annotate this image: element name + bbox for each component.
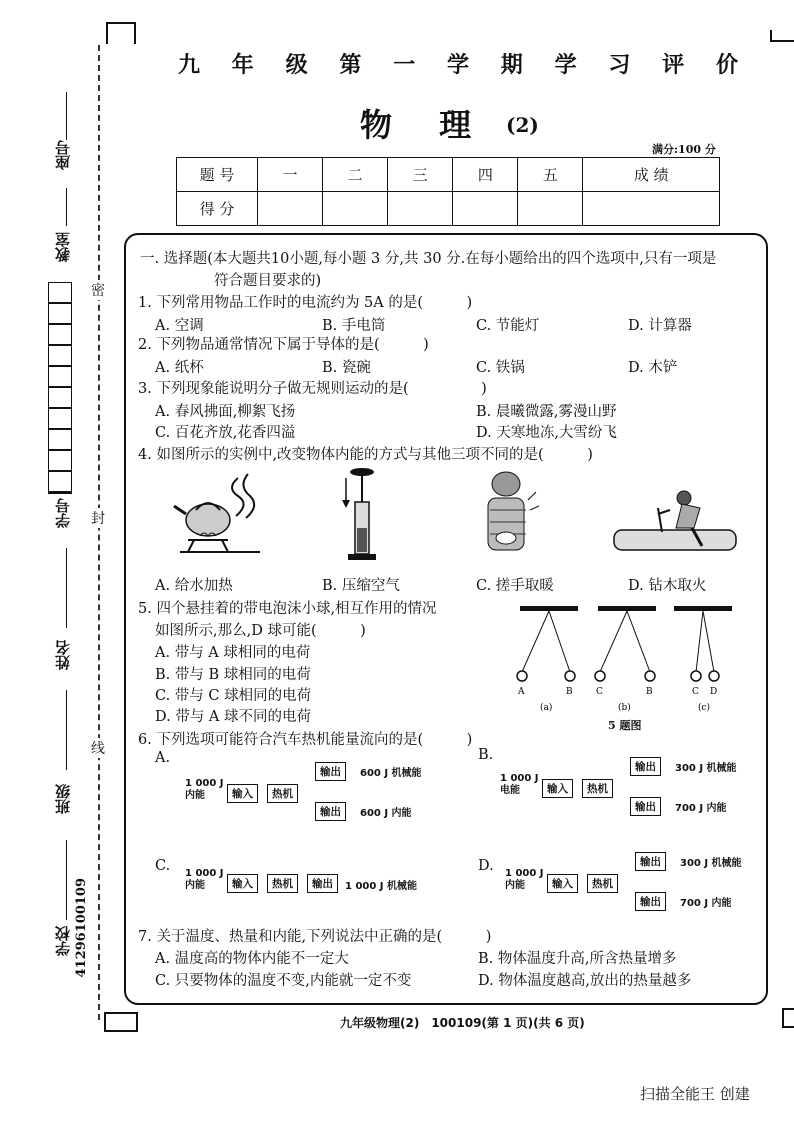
score-table bbox=[176, 157, 720, 226]
q5-figure-caption: 5 题图 bbox=[608, 719, 642, 732]
score-input-cell[interactable] bbox=[518, 192, 583, 226]
ball-label: C bbox=[692, 687, 699, 697]
score-row-label: 得 分 bbox=[177, 192, 258, 226]
title-char: 级 bbox=[285, 52, 308, 78]
corner-mark bbox=[782, 1008, 794, 1028]
q1-option-b[interactable]: B. 手电筒 bbox=[322, 318, 386, 334]
title-char: 一 bbox=[393, 52, 416, 78]
seat-line bbox=[66, 92, 67, 140]
corner-mark bbox=[770, 30, 794, 42]
room-label: 教室 bbox=[54, 232, 72, 262]
q4-option-a[interactable]: A. 给水加热 bbox=[155, 578, 233, 594]
flow-output-label: 600 J 内能 bbox=[360, 808, 412, 819]
flow-engine-box: 热机 bbox=[587, 874, 618, 893]
ball-label: D bbox=[710, 687, 718, 697]
room-line bbox=[66, 188, 67, 226]
q6-stem: 6. 下列选项可能符合汽车热机能量流向的是( ) bbox=[138, 732, 473, 748]
ball-label: A bbox=[518, 687, 525, 697]
flow-output-box: 输出 bbox=[315, 802, 346, 821]
flow-input-label: 1 000 J 内能 bbox=[185, 868, 224, 891]
flow-input-label: 1 000 J 内能 bbox=[505, 868, 544, 891]
flow-engine-box: 热机 bbox=[267, 874, 298, 893]
q4-option-c[interactable]: C. 搓手取暖 bbox=[476, 578, 554, 594]
q4-option-d[interactable]: D. 钻木取火 bbox=[628, 578, 707, 594]
q7-option-b[interactable]: B. 物体温度升高,所含热量增多 bbox=[478, 951, 677, 967]
score-header-cell: 题 号 bbox=[177, 158, 258, 192]
page-footer: 九年级物理(2) 100109(第 1 页)(共 6 页) bbox=[340, 1016, 585, 1030]
q2-option-b[interactable]: B. 瓷碗 bbox=[322, 360, 371, 376]
score-header-cell: 一 bbox=[258, 158, 323, 192]
flow-output-label: 300 J 机械能 bbox=[680, 858, 742, 869]
q6-label-a[interactable]: A. bbox=[155, 750, 171, 766]
flow-output-box: 输出 bbox=[630, 757, 661, 776]
title-char: 评 bbox=[662, 52, 685, 78]
corner-mark bbox=[104, 1012, 138, 1032]
q4-stem: 4. 如图所示的实例中,改变物体内能的方式与其他三项不同的是( ) bbox=[138, 447, 593, 463]
flow-diagram-b bbox=[500, 755, 750, 825]
ball-label: B bbox=[646, 687, 653, 697]
q3-option-c[interactable]: C. 百花齐放,花香四溢 bbox=[155, 425, 296, 441]
q5-option-c[interactable]: C. 带与 C 球相同的电荷 bbox=[155, 688, 312, 704]
flow-output-box: 输出 bbox=[635, 852, 666, 871]
q1-option-a[interactable]: A. 空调 bbox=[155, 318, 204, 334]
title-char: 学 bbox=[554, 52, 577, 78]
flow-output-box: 输出 bbox=[635, 892, 666, 911]
flow-output-label: 1 000 J 机械能 bbox=[345, 881, 417, 892]
seal-char: 封 bbox=[91, 508, 105, 528]
q6-label-d[interactable]: D. bbox=[478, 858, 494, 874]
q5-stem-line1: 5. 四个悬挂着的带电泡沫小球,相互作用的情况 bbox=[138, 601, 437, 617]
school-label: 学校 bbox=[54, 926, 72, 956]
flow-output-label: 300 J 机械能 bbox=[675, 763, 737, 774]
scanner-watermark: 扫描全能王 创建 bbox=[640, 1085, 750, 1103]
title-char: 学 bbox=[446, 52, 469, 78]
q7-stem: 7. 关于温度、热量和内能,下列说法中正确的是( ) bbox=[138, 929, 492, 945]
q5-option-d[interactable]: D. 带与 A 球不同的电荷 bbox=[155, 709, 312, 725]
q6-label-b[interactable]: B. bbox=[478, 747, 494, 763]
class-label: 班级 bbox=[54, 784, 72, 814]
seal-line bbox=[98, 45, 100, 1020]
q3-option-b[interactable]: B. 晨曦微露,雾漫山野 bbox=[476, 404, 617, 420]
flow-output-box: 输出 bbox=[307, 874, 338, 893]
sub-label: (b) bbox=[618, 703, 631, 713]
flow-output-label: 600 J 机械能 bbox=[360, 768, 422, 779]
q2-option-d[interactable]: D. 木铲 bbox=[628, 360, 678, 376]
title-char: 第 bbox=[339, 52, 362, 78]
q2-option-a[interactable]: A. 纸杯 bbox=[155, 360, 204, 376]
subject-number: (2) bbox=[506, 113, 539, 137]
score-input-cell[interactable] bbox=[583, 192, 720, 226]
student-no-label: 学号 bbox=[54, 498, 72, 528]
score-input-cell[interactable] bbox=[453, 192, 518, 226]
drilling-wood-figure bbox=[610, 488, 740, 558]
ball-label: C bbox=[596, 687, 603, 697]
class-line bbox=[66, 690, 67, 770]
sub-label: (c) bbox=[698, 703, 711, 713]
flow-diagram-a bbox=[185, 760, 425, 830]
flow-input-box: 输入 bbox=[547, 874, 578, 893]
rubbing-hands-figure bbox=[476, 470, 540, 562]
q3-option-d[interactable]: D. 天寒地冻,大雪纷飞 bbox=[476, 425, 617, 441]
student-no-grid bbox=[48, 282, 72, 494]
kettle-figure bbox=[160, 470, 270, 562]
flow-output-box: 输出 bbox=[315, 762, 346, 781]
school-code: 41296100109 bbox=[74, 878, 89, 978]
score-input-cell[interactable] bbox=[323, 192, 388, 226]
q7-option-a[interactable]: A. 温度高的物体内能不一定大 bbox=[155, 951, 349, 967]
subject-title: 物 理 bbox=[360, 106, 490, 144]
q5-option-b[interactable]: B. 带与 B 球相同的电荷 bbox=[155, 667, 311, 683]
flow-engine-box: 热机 bbox=[582, 779, 613, 798]
air-pump-figure bbox=[342, 466, 382, 566]
q1-option-c[interactable]: C. 节能灯 bbox=[476, 318, 540, 334]
flow-output-box: 输出 bbox=[630, 797, 661, 816]
flow-output-label: 700 J 内能 bbox=[675, 803, 727, 814]
score-header-cell: 四 bbox=[453, 158, 518, 192]
q1-option-d[interactable]: D. 计算器 bbox=[628, 318, 692, 334]
name-label: 姓名 bbox=[54, 640, 72, 670]
full-score: 满分:100 分 bbox=[652, 143, 716, 156]
q3-option-a[interactable]: A. 春风拂面,柳絮飞扬 bbox=[155, 404, 296, 420]
section-heading-cont: 符合题目要求的) bbox=[214, 273, 322, 289]
flow-diagram-d bbox=[505, 850, 755, 920]
q4-option-b[interactable]: B. 压缩空气 bbox=[322, 578, 400, 594]
flow-input-box: 输入 bbox=[542, 779, 573, 798]
q6-label-c[interactable]: C. bbox=[155, 858, 171, 874]
flow-input-box: 输入 bbox=[227, 784, 258, 803]
q7-option-d[interactable]: D. 物体温度越高,放出的热量越多 bbox=[478, 973, 692, 989]
title-char: 九 bbox=[178, 52, 201, 78]
title-char: 期 bbox=[500, 52, 523, 78]
score-header-cell: 成 绩 bbox=[583, 158, 720, 192]
q7-option-c[interactable]: C. 只要物体的温度不变,内能就一定不变 bbox=[155, 973, 412, 989]
section-heading: 一. 选择题(本大题共10小题,每小题 3 分,共 30 分.在每小题给出的四个选项中,只有一项是 bbox=[140, 251, 717, 267]
q1-stem: 1. 下列常用物品工作时的电流约为 5A 的是( ) bbox=[138, 295, 473, 311]
flow-output-label: 700 J 内能 bbox=[680, 898, 732, 909]
q5-option-a[interactable]: A. 带与 A 球相同的电荷 bbox=[155, 645, 311, 661]
flow-input-label: 1 000 J 电能 bbox=[500, 773, 539, 796]
q2-stem: 2. 下列物品通常情况下属于导体的是( ) bbox=[138, 337, 429, 353]
score-input-cell[interactable] bbox=[388, 192, 453, 226]
score-header-cell: 二 bbox=[323, 158, 388, 192]
flow-input-box: 输入 bbox=[227, 874, 258, 893]
seat-label: 座号 bbox=[54, 140, 72, 170]
name-line bbox=[66, 548, 67, 628]
score-input-cell[interactable] bbox=[258, 192, 323, 226]
corner-mark bbox=[106, 22, 136, 44]
exam-title bbox=[178, 48, 738, 79]
title-char: 年 bbox=[231, 52, 254, 78]
school-line bbox=[66, 840, 67, 920]
title-char: 习 bbox=[608, 52, 631, 78]
seal-char: 密 bbox=[91, 280, 105, 300]
q5-stem-line2: 如图所示,那么,D 球可能( ) bbox=[155, 623, 366, 639]
ball-label: B bbox=[566, 687, 573, 697]
charged-balls-figure bbox=[508, 602, 738, 720]
flow-diagram-c bbox=[185, 862, 425, 902]
score-header-cell: 五 bbox=[518, 158, 583, 192]
seal-char: 线 bbox=[91, 738, 105, 758]
title-char: 价 bbox=[715, 52, 738, 78]
score-header-cell: 三 bbox=[388, 158, 453, 192]
q3-stem: 3. 下列现象能说明分子做无规则运动的是( ) bbox=[138, 381, 487, 397]
sub-label: (a) bbox=[540, 703, 553, 713]
flow-input-label: 1 000 J 内能 bbox=[185, 778, 224, 801]
flow-engine-box: 热机 bbox=[267, 784, 298, 803]
q2-option-c[interactable]: C. 铁锅 bbox=[476, 360, 525, 376]
